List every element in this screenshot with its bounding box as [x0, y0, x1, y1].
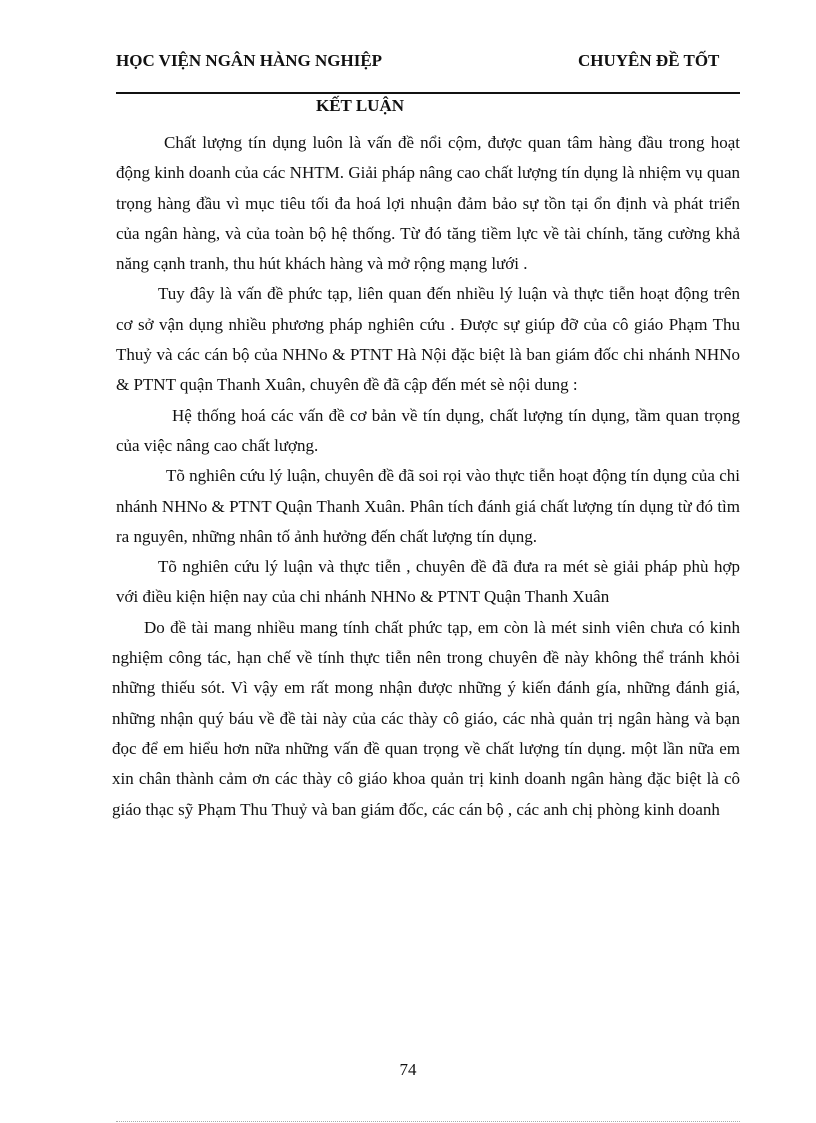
paragraph: Tõ nghiên cứu lý luận, chuyên đề đã soi rọi vào thực tiễn hoạt động tín dụng của chi nhánh NHNo & PTNT Quận Thanh Xuân. Phân tích đánh giá chất lượng tín dụng từ đó tìm ra nguyên, những nhân tố ảnh hưởng đến chất lượng tín dụng.: [116, 466, 740, 546]
section-title: KẾT LUẬN: [316, 96, 405, 115]
paragraph: Chất lượng tín dụng luôn là vấn đề nổi cộm, được quan tâm hàng đầu trong hoạt động kinh doanh của các NHTM. Giải pháp nâng cao chất lượng tín dụng là nhiệm vụ quan trọng hàng đầu vì mục tiêu tối đa hoá lợi nhuận đảm bảo sự tồn tại ổn định và phát triển của ngân hàng, và của toàn bộ hệ thống. Từ đó tăng tiềm lực về tài chính, tăng cường khả năng cạnh tranh, thu hút khách hàng và mở rộng mạng lưới .: [116, 133, 740, 274]
header-divider: [116, 92, 740, 94]
paragraph: Do đề tài mang nhiều mang tính chất phức tạp, em còn là mét sinh viên chưa có kinh nghiệm công tác, hạn chế về tính thực tiễn nên trong chuyên đề này không thể tránh khỏi những thiếu sót. Vì vậy em rất mong nhận được những ý kiến đánh gía, những đánh giá, những nhận quý báu về đề tài này của các thày cô giáo, các nhà quản trị ngân hàng và bạn đọc để em hiểu hơn nữa những vấn đề quan trọng về chất lượng tín dụng. một lần nữa em xin chân thành cảm ơn các thày cô giáo khoa quản trị kinh doanh ngân hàng đặc biệt là cô giáo thạc sỹ Phạm Thu Thuỷ và ban giám đốc, các cán bộ , các anh chị phòng kinh doanh: [112, 617, 740, 819]
paragraph: Hệ thống hoá các vấn đề cơ bản về tín dụng, chất lượng tín dụng, tầm quan trọng của việc nâng cao chất lượng.: [116, 405, 740, 455]
paragraph: Tõ nghiên cứu lý luận và thực tiễn , chuyên đề đã đưa ra mét sè giải pháp phù hợp với điều kiện hiện nay của chi nhánh NHNo & PTNT Quận Thanh Xuân: [116, 557, 740, 607]
paragraph: Tuy đây là vấn đề phức tạp, liên quan đến nhiều lý luận và thực tiễn hoạt động trên cơ sở vận dụng nhiều phương pháp nghiên cứu . Được sự giúp đỡ của cô giáo Phạm Thu Thuỷ và các cán bộ của NHNo & PTNT Hà Nội đặc biệt là ban giám đốc chi nhánh NHNo & PTNT quận Thanh Xuân, chuyên đề đã cập đến mét sè nội dung :: [116, 284, 740, 395]
page-number: 74: [399, 1060, 417, 1079]
header-institution: HỌC VIỆN NGÂN HÀNG NGHIỆP: [116, 51, 383, 70]
document-body: [112, 128, 740, 825]
header-document-type: CHUYÊN ĐỀ TỐT: [578, 51, 720, 70]
footer-divider: [116, 1121, 740, 1122]
